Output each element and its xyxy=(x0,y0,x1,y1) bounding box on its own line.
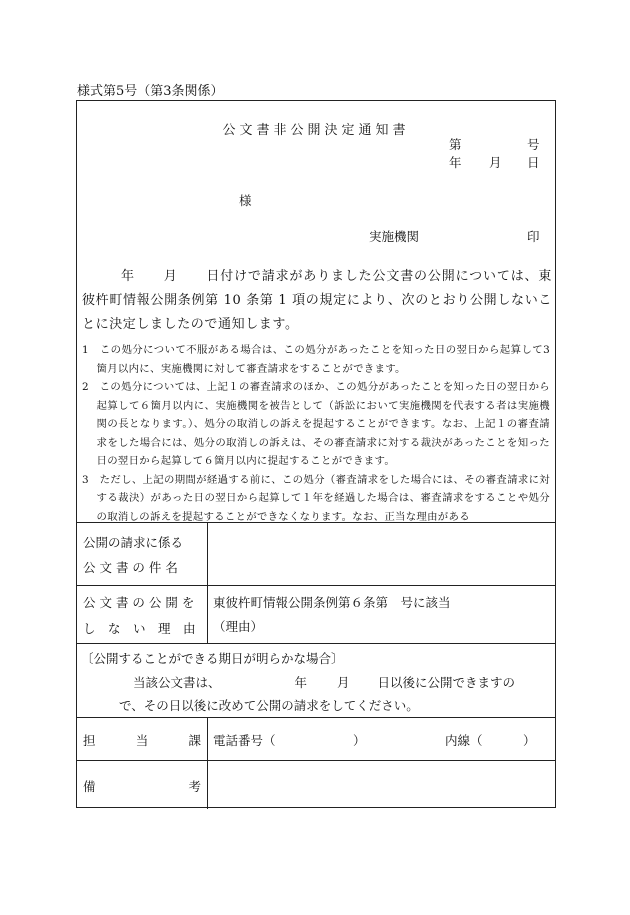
reason-label-line1: 公 文 書 の 公 開 を xyxy=(83,595,195,610)
divider-notes xyxy=(77,522,555,523)
column-divider-lower xyxy=(207,717,208,809)
remarks-label xyxy=(83,777,201,795)
future-month: 月 xyxy=(337,675,350,690)
note-2: 2 この処分については、上記１の審査請求のほか、この処分があったことを知った日の翌日から起算して６箇月以内に、実施機関を被告として（訴訟において実施機関を代表する者は実施機関の長となります。）、処分の取消しの訴えを提起することができます。なお、上記１の審査請求をした場合には、処分の取消しの訴えは、その審査請求に対する裁決があったことを知った日の翌日から起算して６箇月以内に提起することができます。 xyxy=(82,381,550,467)
future-disclosure-line2: で、その日以後に改めて公開の請求をしてください。 xyxy=(119,698,419,713)
phone-label: 電話番号（ xyxy=(213,733,276,748)
body-paragraph: 日付けで請求がありました公文書の公開については、東彼杵町情報公開条例第 10 条第 1 項の規定により、次のとおり公開しないことに決定しましたので通知します。 xyxy=(82,269,552,332)
reason-detail-label: （理由） xyxy=(213,619,264,634)
contact-label-char-1: 担 xyxy=(83,733,96,748)
extension-close: ） xyxy=(523,733,536,748)
agency-label: 実施機関 xyxy=(369,229,420,244)
extension-label: 内線（ xyxy=(445,733,483,748)
subject-label-line1: 公開の請求に係る xyxy=(83,535,184,550)
body-month: 月 xyxy=(163,269,178,284)
note-1: 1 この処分について不服がある場合は、この処分があったことを知った日の翌日から起算して3箇月以内に、実施機関に対して審査請求をすることができます。 xyxy=(82,344,550,375)
seal-mark: 印 xyxy=(527,229,540,244)
phone-close: ） xyxy=(353,733,366,748)
body-year: 年 xyxy=(121,269,135,284)
future-year: 年 xyxy=(294,675,308,690)
date-day-label: 日 xyxy=(527,155,540,170)
divider-future xyxy=(77,717,555,718)
contact-label-char-2: 当 xyxy=(135,733,149,748)
addressee-honorific: 様 xyxy=(239,193,252,208)
subject-label-line2: 公 文 書 の 件 名 xyxy=(83,560,178,575)
contact-label-char-3: 課 xyxy=(188,733,201,748)
note-3: 3 ただし、上記の期間が経過する前に、この処分（審査請求をした場合には、その審査請求に対する裁決）があった日の翌日から起算して１年を経過した場合は、審査請求をすることや処分の取消しの訴えを提起することができなくなります。なお、正当な理由がある xyxy=(82,473,550,521)
divider-contact xyxy=(77,760,555,761)
date-year-label: 年 xyxy=(449,155,462,170)
future-disclosure-heading: 〔公開することができる期日が明らかな場合〕 xyxy=(81,651,344,666)
reason-label-line2: し な い 理 由 xyxy=(83,621,196,636)
column-divider-upper xyxy=(207,522,208,643)
divider-reason xyxy=(77,643,555,644)
number-prefix: 第 xyxy=(449,137,462,152)
date-month-label: 月 xyxy=(489,155,502,170)
notice-form xyxy=(76,100,556,808)
notice-body xyxy=(82,265,552,337)
reason-article: 東彼杵町情報公開条例第６条第 号に該当 xyxy=(213,595,451,610)
future-tail: 日以後に公開できますの xyxy=(377,675,516,690)
remarks-label-char-2: 考 xyxy=(188,779,201,794)
divider-subject xyxy=(77,585,555,586)
contact-label xyxy=(83,731,201,749)
appeal-notes xyxy=(82,341,550,521)
form-number: 様式第5号（第3条関係） xyxy=(77,84,224,99)
future-lead: 当該公文書は、 xyxy=(133,675,221,690)
document-title: 公文書非公開決定通知書 xyxy=(222,123,410,138)
remarks-label-char-1: 備 xyxy=(83,779,96,794)
future-disclosure-line1 xyxy=(133,673,515,691)
number-suffix: 号 xyxy=(527,137,540,152)
